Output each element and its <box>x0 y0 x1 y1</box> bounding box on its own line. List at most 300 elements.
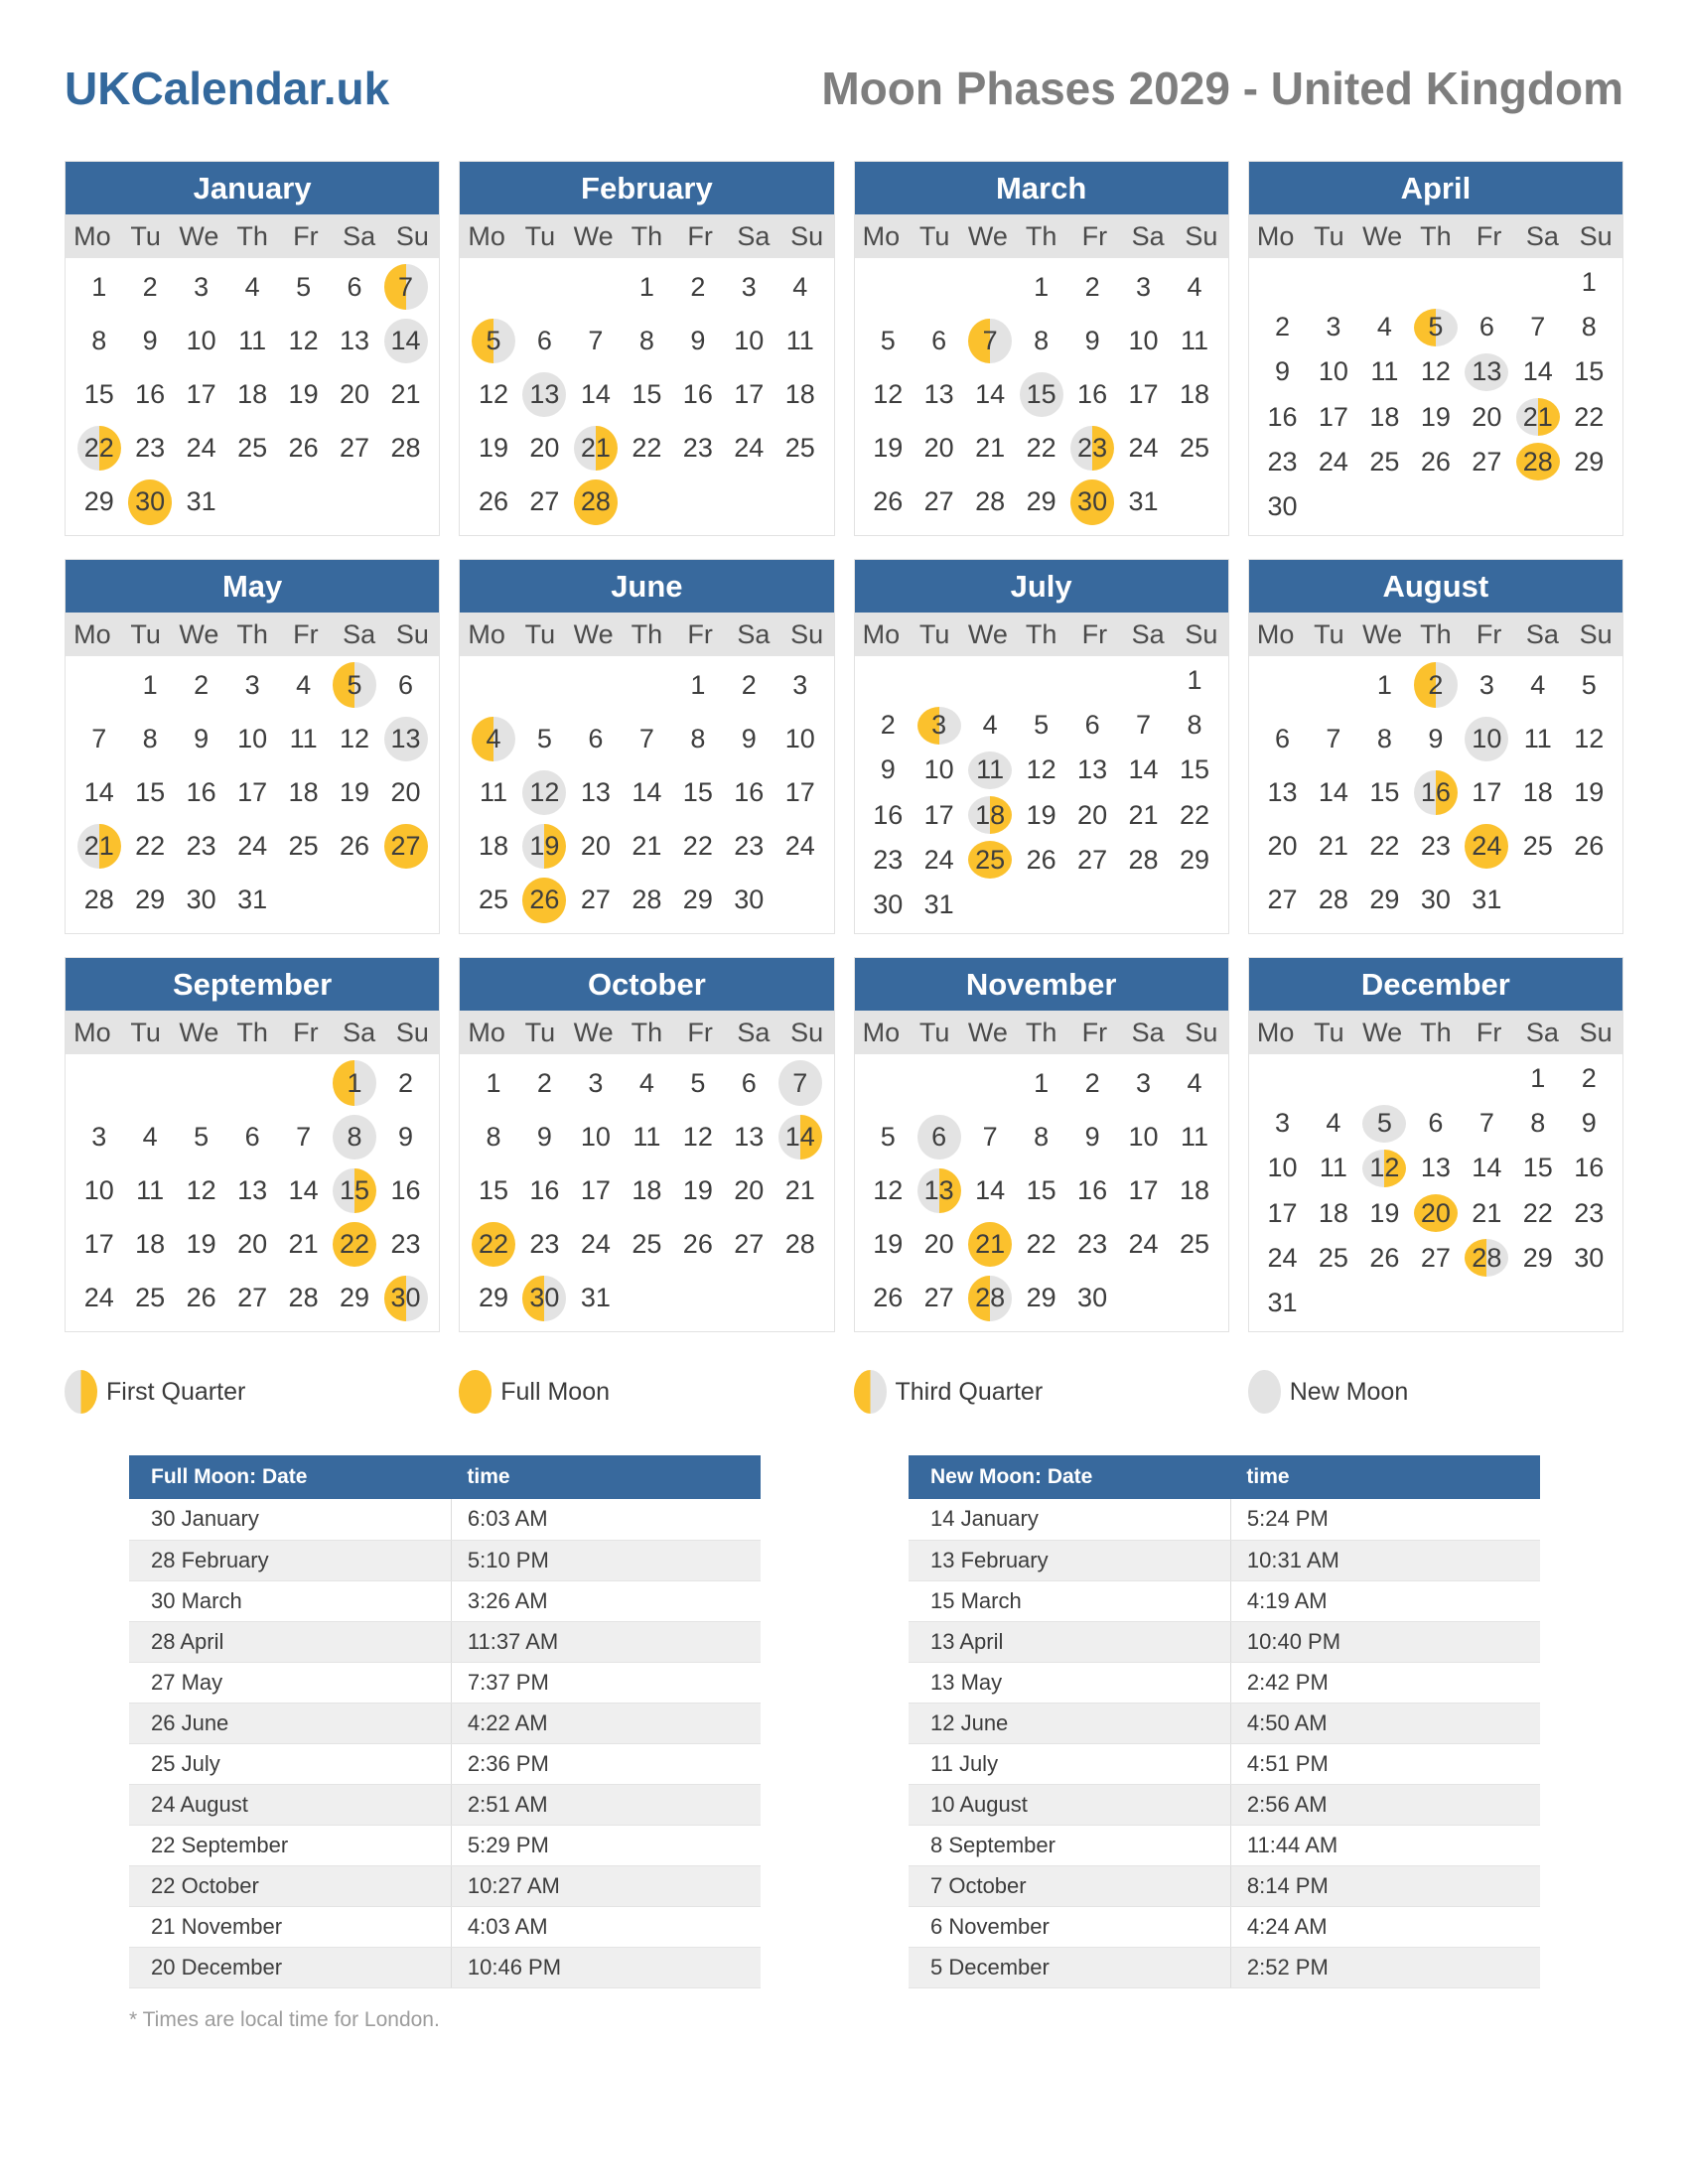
date-number: 25 <box>975 844 1006 875</box>
date-cell <box>964 703 1015 748</box>
weekday-label: Su <box>790 618 824 649</box>
month-title: May <box>66 560 439 613</box>
month-panel-july <box>854 559 1229 934</box>
date-number: 31 <box>1267 1287 1298 1317</box>
date-cell <box>329 1110 379 1163</box>
date-number: 18 <box>1179 1174 1210 1205</box>
date-number: 21 <box>975 1229 1006 1260</box>
date-cell <box>278 1218 329 1272</box>
date-number: 8 <box>347 1121 362 1152</box>
date-number: 3 <box>1478 669 1494 700</box>
table-row <box>129 1865 761 1906</box>
date-cell <box>1462 1101 1512 1146</box>
date-cell <box>964 476 1015 529</box>
table-row <box>129 1784 761 1825</box>
date-number: 26 <box>873 486 904 517</box>
month-title: March <box>855 162 1228 214</box>
weekday-label: Sa <box>737 220 771 251</box>
date-cell <box>863 1272 914 1325</box>
date-number: 9 <box>398 1121 414 1152</box>
date-number: 22 <box>682 831 713 862</box>
table-header-time: time <box>451 1455 761 1499</box>
empty-cell <box>1462 260 1512 305</box>
date-cell <box>124 1163 175 1217</box>
month-panel-october <box>459 957 834 1332</box>
date-cell <box>1410 305 1461 349</box>
date-number: 18 <box>135 1229 166 1260</box>
phase-time-cell: 2:52 PM <box>1230 1947 1540 1987</box>
date-number: 21 <box>288 1229 319 1260</box>
weekday-label: Mo <box>862 220 901 251</box>
date-grid <box>1249 656 1622 933</box>
date-cell <box>1066 1110 1117 1163</box>
date-number: 10 <box>580 1121 611 1152</box>
date-cell <box>1410 349 1461 394</box>
date-number: 9 <box>142 325 158 355</box>
weekday-label: Fr <box>1081 618 1108 649</box>
phase-time-cell: 4:22 AM <box>451 1703 761 1743</box>
date-cell <box>1462 349 1512 394</box>
date-cell <box>1308 820 1358 874</box>
table-header-row <box>909 1455 1540 1499</box>
date-cell <box>468 367 518 421</box>
date-number: 15 <box>1026 378 1056 409</box>
date-cell <box>1066 838 1117 883</box>
date-cell <box>672 712 723 765</box>
phase-date-cell: 30 January <box>129 1499 451 1540</box>
empty-cell <box>863 260 914 314</box>
date-cell <box>622 1056 672 1110</box>
third-quarter-icon <box>854 1370 887 1414</box>
empty-cell <box>570 658 621 712</box>
date-cell <box>914 1110 964 1163</box>
date-cell <box>329 712 379 765</box>
legend-label: Third Quarter <box>895 1377 1044 1406</box>
date-cell <box>774 658 825 712</box>
date-number: 28 <box>1522 446 1553 477</box>
date-number: 13 <box>1267 776 1298 807</box>
date-cell <box>468 1272 518 1325</box>
date-cell <box>1118 748 1169 792</box>
date-number: 16 <box>873 799 904 830</box>
date-cell <box>1462 440 1512 484</box>
date-cell <box>622 1110 672 1163</box>
date-cell <box>964 1272 1015 1325</box>
phase-date-cell: 12 June <box>909 1703 1230 1743</box>
date-cell <box>1257 820 1308 874</box>
date-cell <box>1462 874 1512 927</box>
weekday-label: Tu <box>130 220 161 251</box>
date-cell <box>1308 1146 1358 1190</box>
date-number: 20 <box>340 378 370 409</box>
date-cell <box>914 883 964 927</box>
date-number: 25 <box>1318 1242 1348 1273</box>
weekday-label: We <box>573 1017 614 1047</box>
date-number: 17 <box>1472 776 1502 807</box>
date-number: 23 <box>186 831 216 862</box>
weekday-label: Sa <box>1525 220 1559 251</box>
date-cell <box>1066 1218 1117 1272</box>
weekday-label: Th <box>1025 220 1057 251</box>
date-number: 4 <box>244 271 260 302</box>
phase-time-cell: 10:31 AM <box>1230 1540 1540 1580</box>
date-number: 24 <box>1128 433 1159 464</box>
date-cell <box>1512 1146 1563 1190</box>
date-number: 22 <box>1574 401 1605 432</box>
date-cell <box>570 476 621 529</box>
date-cell <box>724 422 774 476</box>
date-number: 28 <box>1128 844 1159 875</box>
date-cell <box>1169 703 1219 748</box>
date-number: 8 <box>142 723 158 753</box>
date-cell <box>1512 1191 1563 1236</box>
date-number: 22 <box>1026 1229 1056 1260</box>
date-number: 18 <box>478 831 508 862</box>
date-number: 11 <box>1523 723 1552 753</box>
phase-time-cell: 7:37 PM <box>451 1662 761 1703</box>
date-cell <box>1359 395 1410 440</box>
date-cell <box>570 820 621 874</box>
empty-cell <box>73 1056 124 1110</box>
date-number: 11 <box>479 776 507 807</box>
date-number: 30 <box>734 885 765 915</box>
date-cell <box>176 1163 226 1217</box>
phase-date-cell: 13 May <box>909 1662 1230 1703</box>
phase-time-cell: 4:24 AM <box>1230 1906 1540 1947</box>
moon-phase-legend <box>0 1332 1688 1414</box>
date-number: 23 <box>873 844 904 875</box>
month-panel-january <box>65 161 440 536</box>
date-cell <box>519 476 570 529</box>
date-number: 30 <box>529 1283 560 1313</box>
date-number: 13 <box>734 1121 765 1152</box>
date-number: 1 <box>1581 267 1597 298</box>
date-cell <box>724 765 774 819</box>
date-cell <box>226 765 277 819</box>
date-cell <box>1410 658 1461 712</box>
date-number: 9 <box>1084 1121 1100 1152</box>
weekday-label: Mo <box>468 618 505 649</box>
table-row <box>129 1662 761 1703</box>
empty-cell <box>863 1056 914 1110</box>
date-cell <box>672 1110 723 1163</box>
date-cell <box>519 820 570 874</box>
date-cell <box>329 260 379 314</box>
date-number: 7 <box>982 1121 998 1152</box>
date-number: 18 <box>975 799 1006 830</box>
date-cell <box>1564 1101 1615 1146</box>
date-cell <box>468 820 518 874</box>
date-cell <box>1410 712 1461 765</box>
weekday-label: Th <box>236 220 268 251</box>
table-row <box>909 1662 1540 1703</box>
date-cell <box>724 712 774 765</box>
date-cell <box>468 1218 518 1272</box>
new-moon-table-wrap <box>844 1455 1623 1988</box>
date-number: 10 <box>923 754 954 785</box>
date-cell <box>622 260 672 314</box>
date-cell <box>1118 1056 1169 1110</box>
date-number: 21 <box>632 831 662 862</box>
date-number: 30 <box>186 885 216 915</box>
date-number: 29 <box>478 1283 508 1313</box>
date-cell <box>73 367 124 421</box>
weekday-label: Su <box>1185 220 1218 251</box>
date-cell <box>1410 765 1461 819</box>
date-number: 1 <box>1376 669 1392 700</box>
date-cell <box>964 793 1015 838</box>
date-number: 4 <box>792 271 808 302</box>
date-cell <box>724 1218 774 1272</box>
date-number: 25 <box>632 1229 662 1260</box>
date-cell <box>1066 793 1117 838</box>
date-number: 24 <box>1128 1229 1159 1260</box>
month-title: November <box>855 958 1228 1011</box>
date-cell <box>226 820 277 874</box>
date-cell <box>1564 765 1615 819</box>
date-cell <box>1066 260 1117 314</box>
date-number: 7 <box>296 1121 312 1152</box>
date-number: 25 <box>1179 433 1210 464</box>
date-grid <box>1249 258 1622 535</box>
phase-time-cell: 5:24 PM <box>1230 1499 1540 1540</box>
table-header-date: Full Moon: Date <box>129 1455 451 1499</box>
date-number: 31 <box>186 486 216 517</box>
phase-tables <box>0 1414 1688 1988</box>
date-cell <box>468 765 518 819</box>
date-cell <box>124 476 175 529</box>
weekday-label: Fr <box>293 618 319 649</box>
empty-cell <box>863 658 914 703</box>
date-number: 16 <box>1077 378 1108 409</box>
date-number: 17 <box>923 799 954 830</box>
date-cell <box>1257 1191 1308 1236</box>
date-number: 20 <box>1267 831 1298 862</box>
date-number: 6 <box>931 325 947 355</box>
date-number: 14 <box>1522 356 1553 387</box>
weekday-label: Sa <box>1131 1017 1165 1047</box>
date-cell <box>774 1110 825 1163</box>
table-header-date: New Moon: Date <box>909 1455 1230 1499</box>
date-number: 27 <box>1472 446 1502 477</box>
date-number: 16 <box>529 1174 560 1205</box>
weekday-label: Fr <box>687 1017 713 1047</box>
page-title: Moon Phases 2029 - United Kingdom <box>821 63 1623 114</box>
date-number: 6 <box>536 325 552 355</box>
empty-cell <box>1118 658 1169 703</box>
date-cell <box>329 1163 379 1217</box>
date-number: 12 <box>1420 356 1451 387</box>
date-number: 26 <box>1574 831 1605 862</box>
date-cell <box>1512 658 1563 712</box>
empty-cell <box>1359 260 1410 305</box>
date-number: 20 <box>1420 1197 1451 1228</box>
month-title: July <box>855 560 1228 613</box>
date-cell <box>914 476 964 529</box>
date-number: 6 <box>1084 710 1100 741</box>
weekday-label: We <box>1362 220 1403 251</box>
date-cell <box>329 658 379 712</box>
date-cell <box>1257 349 1308 394</box>
date-number: 5 <box>880 325 896 355</box>
phase-date-cell: 13 April <box>909 1621 1230 1662</box>
weekday-label: Mo <box>862 1017 901 1047</box>
date-number: 8 <box>690 723 706 753</box>
date-cell <box>964 367 1015 421</box>
empty-cell <box>1257 260 1308 305</box>
date-cell <box>226 874 277 927</box>
weekday-label: We <box>179 618 219 649</box>
date-number: 18 <box>784 378 815 409</box>
weekday-label: We <box>1362 1017 1403 1047</box>
date-cell <box>1564 712 1615 765</box>
date-number: 7 <box>1326 723 1341 753</box>
date-cell <box>1410 874 1461 927</box>
weekday-label: Tu <box>130 618 161 649</box>
date-number: 20 <box>390 776 421 807</box>
date-grid <box>855 656 1228 933</box>
date-number: 22 <box>135 831 166 862</box>
date-cell <box>622 1218 672 1272</box>
date-cell <box>1066 1272 1117 1325</box>
date-number: 11 <box>238 325 267 355</box>
date-number: 27 <box>923 486 954 517</box>
date-cell <box>1066 1163 1117 1217</box>
date-cell <box>176 658 226 712</box>
date-cell <box>1359 658 1410 712</box>
month-panel-may <box>65 559 440 934</box>
date-number: 1 <box>347 1067 362 1098</box>
date-number: 23 <box>682 433 713 464</box>
date-number: 13 <box>390 723 421 753</box>
date-cell <box>124 422 175 476</box>
date-number: 19 <box>340 776 370 807</box>
date-number: 24 <box>923 844 954 875</box>
date-cell <box>73 260 124 314</box>
date-number: 1 <box>142 669 158 700</box>
date-number: 8 <box>1034 1121 1050 1152</box>
date-number: 12 <box>1026 754 1056 785</box>
date-cell <box>73 1163 124 1217</box>
date-number: 25 <box>288 831 319 862</box>
date-cell <box>1257 1101 1308 1146</box>
date-cell <box>1118 838 1169 883</box>
date-number: 21 <box>975 433 1006 464</box>
date-cell <box>1359 349 1410 394</box>
date-number: 25 <box>1179 1229 1210 1260</box>
month-panel-march <box>854 161 1229 536</box>
date-number: 4 <box>982 710 998 741</box>
empty-cell <box>1066 658 1117 703</box>
date-cell <box>672 1163 723 1217</box>
date-number: 19 <box>529 831 560 862</box>
empty-cell <box>570 260 621 314</box>
weekday-row <box>1249 613 1622 656</box>
date-cell <box>863 476 914 529</box>
phase-date-cell: 6 November <box>909 1906 1230 1947</box>
date-cell <box>1066 703 1117 748</box>
table-row <box>129 1621 761 1662</box>
date-number: 3 <box>741 271 757 302</box>
date-cell <box>1564 440 1615 484</box>
month-title: June <box>460 560 833 613</box>
table-row <box>909 1865 1540 1906</box>
date-number: 24 <box>186 433 216 464</box>
weekday-label: Mo <box>1256 1017 1295 1047</box>
date-number: 20 <box>580 831 611 862</box>
date-number: 25 <box>135 1283 166 1313</box>
date-cell <box>1512 820 1563 874</box>
date-cell <box>1169 1056 1219 1110</box>
date-cell <box>278 820 329 874</box>
table-row <box>129 1580 761 1621</box>
date-number: 29 <box>340 1283 370 1313</box>
date-number: 27 <box>390 831 421 862</box>
date-number: 1 <box>638 271 654 302</box>
date-number: 29 <box>1369 885 1400 915</box>
date-number: 9 <box>1428 723 1444 753</box>
date-cell <box>226 1163 277 1217</box>
date-cell <box>226 314 277 367</box>
date-number: 17 <box>580 1174 611 1205</box>
site-logo[interactable]: UKCalendar.uk <box>65 63 390 114</box>
date-cell <box>1016 314 1066 367</box>
date-number: 7 <box>398 271 414 302</box>
date-number: 5 <box>880 1121 896 1152</box>
date-number: 29 <box>135 885 166 915</box>
date-number: 31 <box>237 885 268 915</box>
date-cell <box>1257 1236 1308 1281</box>
date-cell <box>1564 658 1615 712</box>
date-number: 14 <box>83 776 114 807</box>
date-cell <box>329 422 379 476</box>
date-cell <box>622 422 672 476</box>
date-grid <box>1249 1054 1622 1331</box>
date-number: 3 <box>1136 1067 1152 1098</box>
date-number: 15 <box>340 1174 370 1205</box>
date-number: 2 <box>1428 669 1444 700</box>
date-number: 9 <box>880 754 896 785</box>
date-number: 26 <box>288 433 319 464</box>
empty-cell <box>964 658 1015 703</box>
weekday-label: We <box>179 1017 219 1047</box>
date-number: 11 <box>1181 1121 1209 1152</box>
date-cell <box>1169 748 1219 792</box>
date-number: 6 <box>1478 312 1494 342</box>
date-number: 3 <box>1326 312 1341 342</box>
date-number: 16 <box>135 378 166 409</box>
date-number: 7 <box>982 325 998 355</box>
phase-date-cell: 27 May <box>129 1662 451 1703</box>
date-cell <box>1462 820 1512 874</box>
date-number: 14 <box>975 378 1006 409</box>
date-cell <box>73 1272 124 1325</box>
date-number: 26 <box>186 1283 216 1313</box>
date-cell <box>124 1110 175 1163</box>
date-cell <box>774 712 825 765</box>
date-cell <box>468 712 518 765</box>
date-cell <box>1410 395 1461 440</box>
weekday-label: Mo <box>73 618 111 649</box>
weekday-label: Tu <box>130 1017 161 1047</box>
date-number: 11 <box>136 1174 165 1205</box>
empty-cell <box>1308 260 1358 305</box>
date-cell <box>73 820 124 874</box>
weekday-label: Tu <box>918 1017 950 1047</box>
date-cell <box>1359 305 1410 349</box>
date-cell <box>226 658 277 712</box>
date-cell <box>1564 820 1615 874</box>
